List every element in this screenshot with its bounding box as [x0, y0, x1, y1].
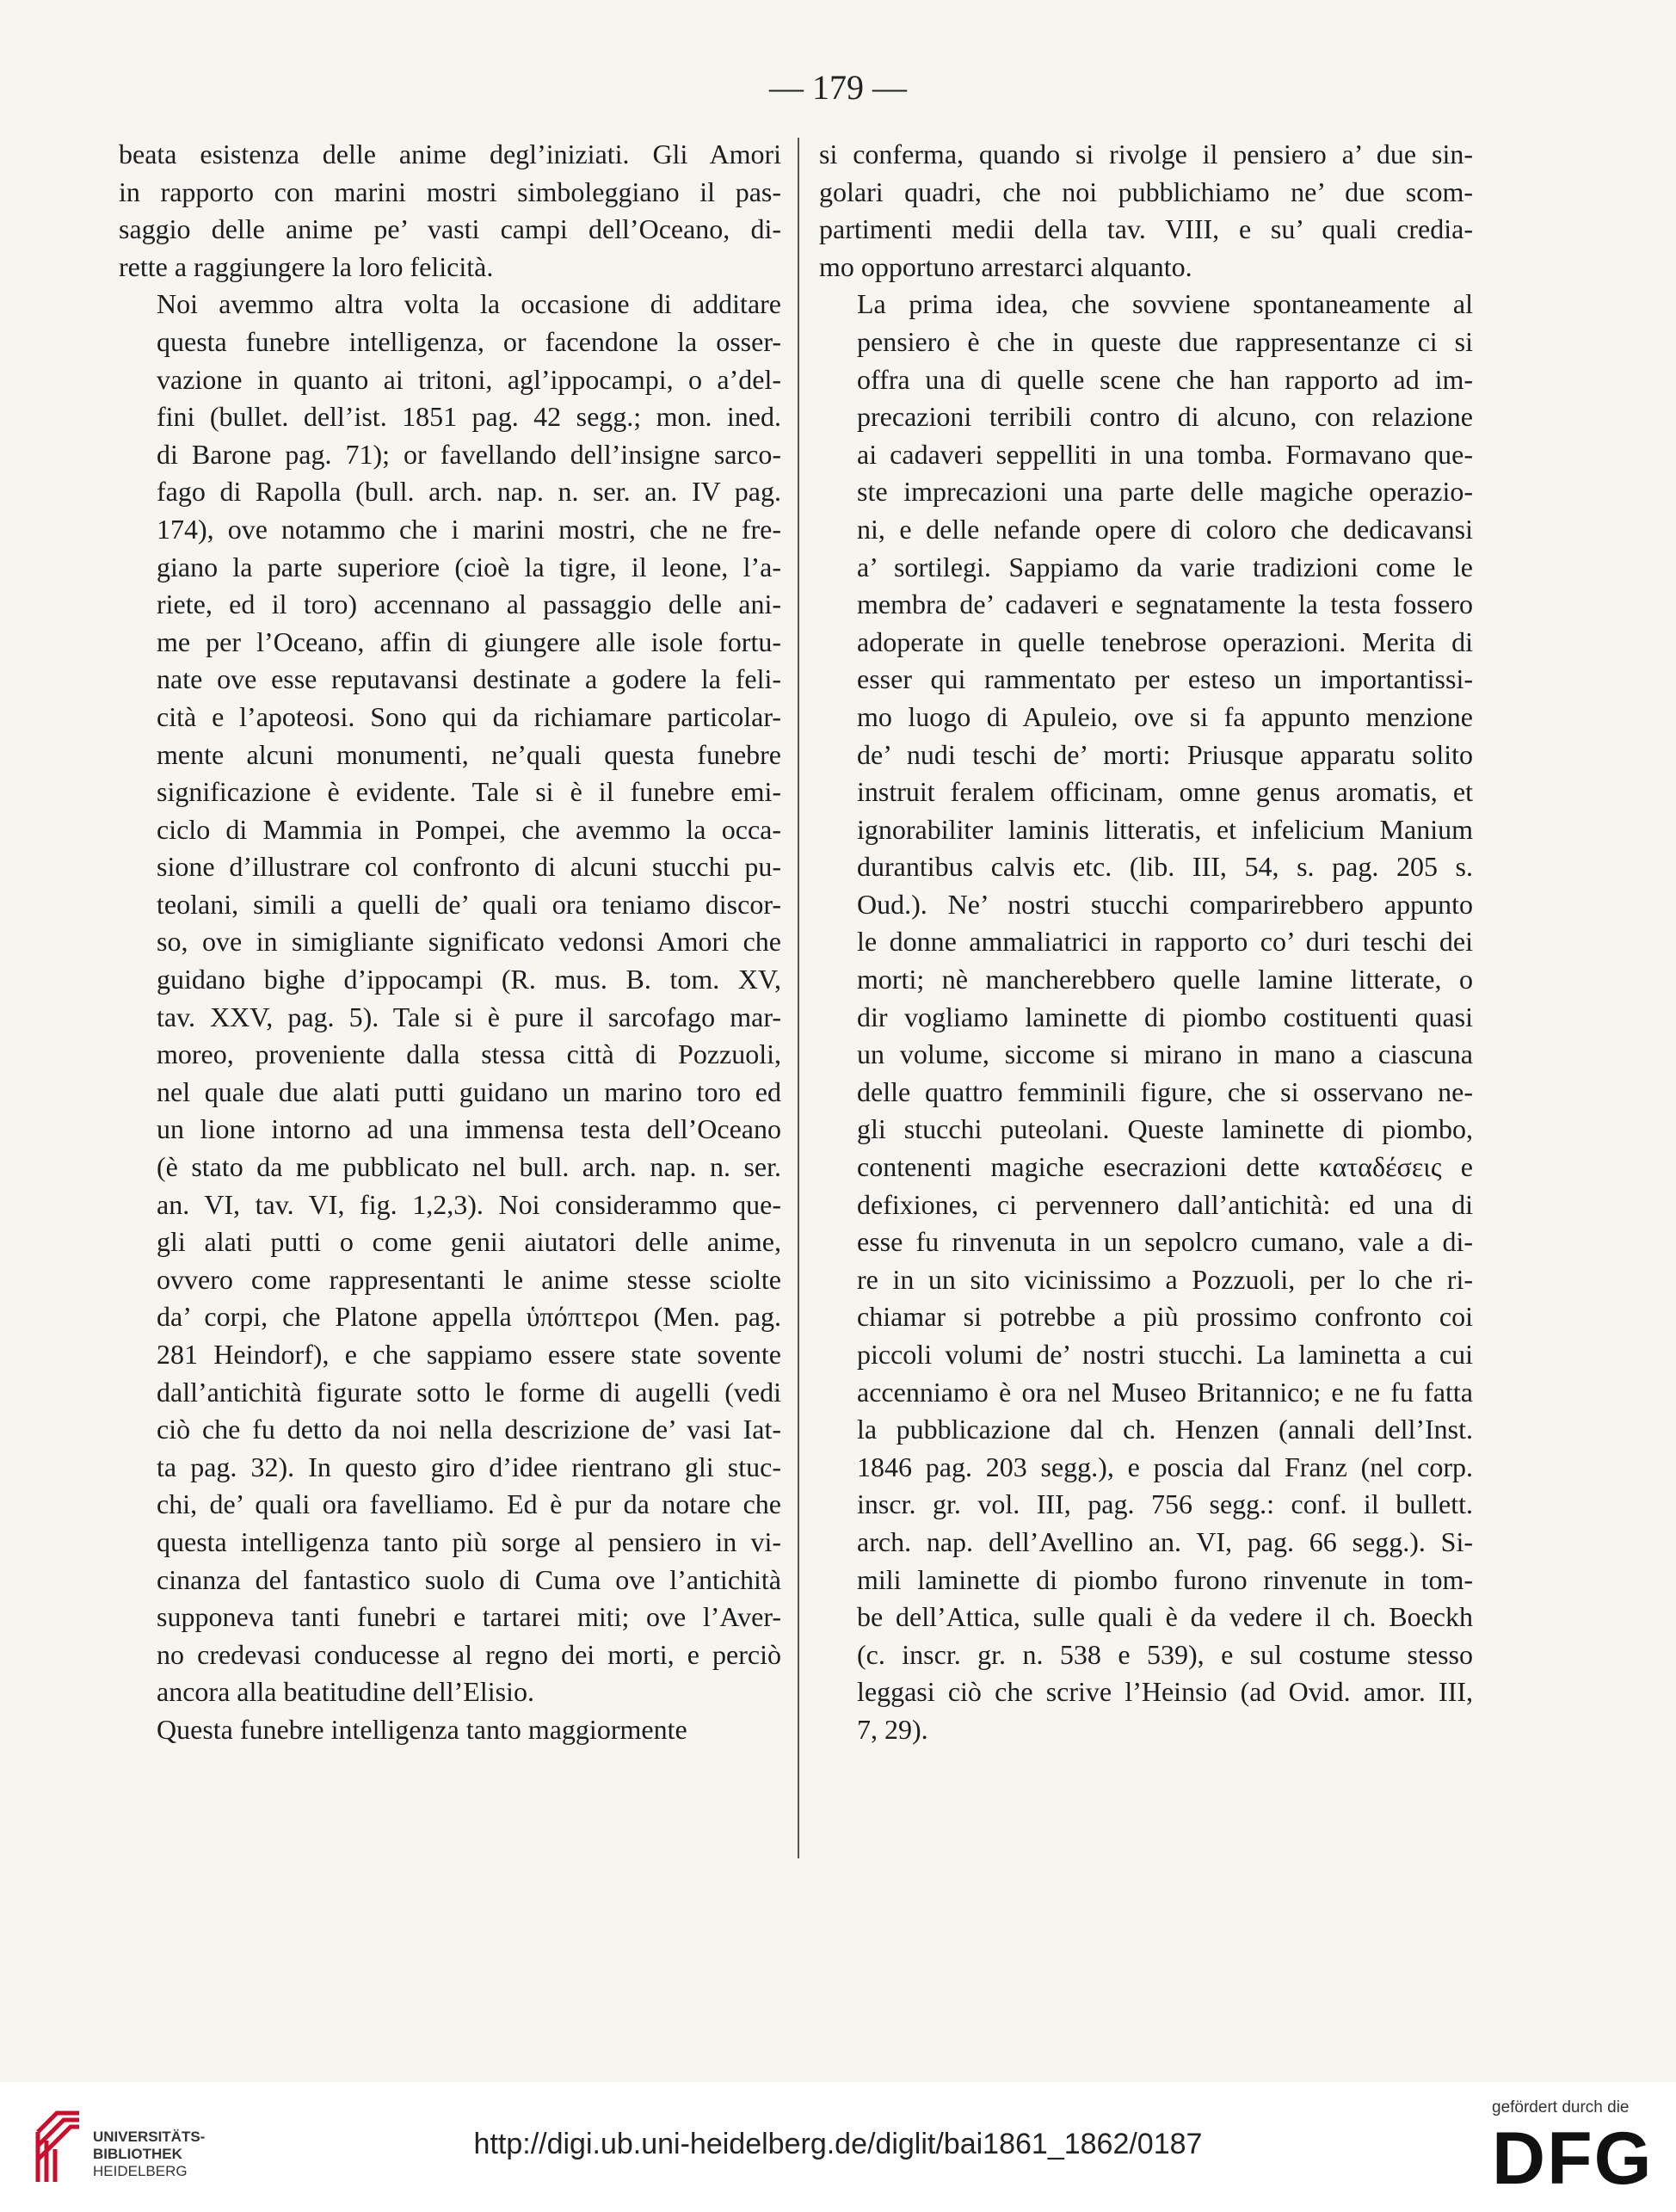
logo-line-2: BIBLIOTHEK: [93, 2146, 182, 2162]
text-line: ai cadaveri seppelliti in una tomba. Formavano que-: [857, 438, 1473, 470]
text-line: de’ nudi teschi de’ morti: Priusque apparatu solito: [857, 738, 1473, 770]
text-line: contenenti magiche esecrazioni dette καταδέσεις e: [857, 1151, 1473, 1183]
dfg-logo: DFG: [1492, 2117, 1654, 2200]
paragraph: [819, 136, 1473, 286]
text-line: questa funebre intelligenza, or facendone la osser-: [157, 325, 781, 357]
paragraph: [119, 136, 781, 286]
funded-by-label: gefördert durch die: [1492, 2098, 1630, 2116]
text-line: moreo, proveniente dalla stessa città di Pozzuoli,: [157, 1038, 781, 1070]
text-line: esser qui rammentato per esteso un importantissi-: [857, 663, 1473, 695]
text-line: beata esistenza delle anime degl’iniziati. Gli Amori: [119, 139, 781, 169]
text-line: esse fu rinvenuta in un sepolcro cumano, vale a di-: [857, 1226, 1473, 1258]
paragraph: [819, 286, 1473, 1748]
text-line: un volume, siccome si mirano in mano a ciascuna: [857, 1038, 1473, 1070]
text-line: arch. nap. dell’Avellino an. VI, pag. 66 segg.). Si-: [857, 1525, 1473, 1557]
text-line: be dell’Attica, sulle quali è da vedere il ch. Boeckh: [857, 1601, 1473, 1633]
text-line: 1846 pag. 203 segg.), e poscia dal Franz (nel corp.: [857, 1451, 1473, 1482]
text-line: fago di Rapolla (bull. arch. nap. n. ser. an. IV pag.: [157, 476, 781, 508]
right-text-column: [819, 136, 1473, 1749]
text-line: cità e l’apoteosi. Sono qui da richiamare particolar-: [157, 700, 781, 732]
text-line: guidano bighe d’ippocampi (R. mus. B. tom. XV,: [157, 964, 781, 995]
text-line: ni, e delle nefande opere di coloro che dedicavansi: [857, 513, 1473, 545]
text-line: riete, ed il toro) accennano al passaggio delle ani-: [157, 588, 781, 620]
text-line: la pubblicazione dal ch. Henzen (annali dell’Inst.: [857, 1414, 1473, 1445]
text-line: accenniamo è ora nel Museo Britannico; e ne fu fatta: [857, 1376, 1473, 1408]
text-line: in rapporto con marini mostri simboleggiano il pas-: [119, 176, 781, 207]
permalink-url[interactable]: http://digi.ub.uni-heidelberg.de/diglit/bai1861_1862/0187: [473, 2128, 1203, 2160]
text-line: pensiero è che in queste due rappresentanze ci si: [857, 325, 1473, 357]
text-line: offra una di quelle scene che han rapporto ad im-: [857, 363, 1473, 395]
text-line: adoperate in quelle tenebrose operazioni. Merita di: [857, 625, 1473, 657]
text-line: piccoli volumi de’ nostri stucchi. La laminetta a cui: [857, 1339, 1473, 1370]
text-line: gli stucchi puteolani. Queste laminette di piombo,: [857, 1113, 1473, 1145]
text-line: supponeva tanti funebri e tartarei miti; ove l’Aver-: [157, 1601, 781, 1633]
text-line: si conferma, quando si rivolge il pensiero a’ due sin-: [819, 139, 1473, 169]
text-line: mo luogo di Apuleio, ove si fa appunto menzione: [857, 700, 1473, 732]
text-line: gli alati putti o come genii aiutatori delle anime,: [157, 1226, 781, 1258]
text-line: di Barone pag. 71); or favellando dell’insigne sarco-: [157, 438, 781, 470]
text-line: membra de’ cadaveri e segnatamente la testa fossero: [857, 588, 1473, 620]
text-line: 174), ove notammo che i marini mostri, che ne fre-: [157, 513, 781, 545]
text-line: defixiones, ci pervennero dall’antichità: ed una di: [857, 1188, 1473, 1220]
text-line: mo opportuno arrestarci alquanto.: [819, 250, 1192, 282]
text-line: vazione in quanto ai tritoni, agl’ippocampi, o a’del-: [157, 363, 781, 395]
text-line: giano la parte superiore (cioè la tigre, il leone, l’a-: [157, 551, 781, 582]
text-line: precazioni terribili contro di alcuno, con relazione: [857, 401, 1473, 433]
text-line: significazione è evidente. Tale si è il funebre emi-: [157, 776, 781, 808]
text-line: mili laminette di piombo furono rinvenute in tom-: [857, 1563, 1473, 1595]
text-line: partimenti medii della tav. VIII, e su’ quali credia-: [819, 213, 1473, 245]
text-line: me per l’Oceano, affin di giungere alle isole fortu-: [157, 625, 781, 657]
text-line: so, ove in simigliante significato vedonsi Amori che: [157, 926, 781, 958]
text-line: ta pag. 32). In questo giro d’idee rientrano gli stuc-: [157, 1451, 781, 1482]
text-line: nate ove esse reputavansi destinate a godere la feli-: [157, 663, 781, 695]
paragraph: [119, 286, 781, 1711]
logo-line-1: UNIVERSITÄTS-: [93, 2129, 206, 2145]
text-line: re in un sito vicinissimo a Pozzuoli, per lo che ri-: [857, 1263, 1473, 1295]
page-number: — 179 —: [769, 68, 907, 107]
text-line: inscr. gr. vol. III, pag. 756 segg.: conf. il bullett.: [857, 1488, 1473, 1520]
text-line: 281 Heindorf), e che sappiamo essere state sovente: [157, 1339, 781, 1370]
paragraph: [119, 1711, 781, 1749]
text-line: instruit feralem officinam, omne genus aromatis, et: [857, 776, 1473, 808]
text-line: ovvero come rappresentanti le anime stesse sciolte: [157, 1263, 781, 1295]
text-line: Oud.). Ne’ nostri stucchi comparirebbero appunto: [857, 888, 1473, 920]
text-line: dall’antichità figurate sotto le forme di augelli (vedi: [157, 1376, 781, 1408]
text-line: leggasi ciò che scrive l’Heinsio (ad Ovid. amor. III,: [857, 1676, 1473, 1708]
text-line: dir vogliamo laminette di piombo costituenti quasi: [857, 1001, 1473, 1032]
text-line: no credevasi conducesse al regno dei morti, e perciò: [157, 1638, 781, 1670]
text-line: chiamar si potrebbe a più prossimo confronto coi: [857, 1301, 1473, 1333]
text-line: ciclo di Mammia in Pompei, che avemmo la occa-: [157, 813, 781, 845]
text-line: La prima idea, che sovviene spontaneamente al: [857, 288, 1473, 320]
text-line: an. VI, tav. VI, fig. 1,2,3). Noi considerammo que-: [157, 1188, 781, 1220]
text-line: 7, 29).: [857, 1713, 928, 1745]
text-line: a’ sortilegi. Sappiamo da varie tradizioni come le: [857, 551, 1473, 582]
text-line: saggio delle anime pe’ vasti campi dell’Oceano, di-: [119, 213, 781, 245]
text-line: durantibus calvis etc. (lib. III, 54, s. pag. 205 s.: [857, 851, 1473, 883]
text-line: (c. inscr. gr. n. 538 e 539), e sul costume stesso: [857, 1638, 1473, 1670]
left-text-column: [119, 136, 781, 1749]
text-line: Questa funebre intelligenza tanto maggiormente: [157, 1713, 687, 1745]
text-line: le donne ammaliatrici in rapporto co’ duri teschi dei: [857, 926, 1473, 958]
text-line: sione d’illustrare col confronto di alcuni stucchi pu-: [157, 851, 781, 883]
text-line: Noi avemmo altra volta la occasione di additare: [157, 288, 781, 320]
text-line: mente alcuni monumenti, ne’quali questa funebre: [157, 738, 781, 770]
text-line: rette a raggiungere la loro felicità.: [119, 250, 494, 282]
text-line: un lione intorno ad una immensa testa dell’Oceano: [157, 1113, 781, 1145]
text-line: cinanza del fantastico suolo di Cuma ove l’antichità: [157, 1563, 781, 1595]
text-line: (è stato da me pubblicato nel bull. arch. nap. n. ser.: [157, 1151, 781, 1183]
text-line: ste imprecazioni una parte delle magiche operazio-: [857, 476, 1473, 508]
text-line: chi, de’ quali ora favelliamo. Ed è pur da notare che: [157, 1488, 781, 1520]
text-line: da’ corpi, che Platone appella ὑπόπτεροι (Men. pag.: [157, 1301, 781, 1333]
text-line: morti; nè mancherebbero quelle lamine litterate, o: [857, 964, 1473, 995]
text-line: ciò che fu detto da noi nella descrizione de’ vasi Iat-: [157, 1414, 781, 1445]
text-line: nel quale due alati putti guidano un marino toro ed: [157, 1075, 781, 1107]
text-line: golari quadri, che noi pubblichiamo ne’ due scom-: [819, 176, 1473, 207]
column-divider: [798, 138, 799, 1858]
text-line: tav. XXV, pag. 5). Tale si è pure il sarcofago mar-: [157, 1001, 781, 1032]
text-line: fini (bullet. dell’ist. 1851 pag. 42 segg.; mon. ined.: [157, 401, 781, 433]
text-line: delle quattro femminili figure, che si osservano ne-: [857, 1075, 1473, 1107]
text-line: teolani, simili a quelli de’ quali ora teniamo discor-: [157, 888, 781, 920]
text-line: ancora alla beatitudine dell’Elisio.: [157, 1676, 534, 1708]
logo-line-3: HEIDELBERG: [93, 2163, 188, 2179]
text-line: questa intelligenza tanto più sorge al pensiero in vi-: [157, 1525, 781, 1557]
text-line: ignorabiliter laminis litteratis, et infelicium Manium: [857, 813, 1473, 845]
